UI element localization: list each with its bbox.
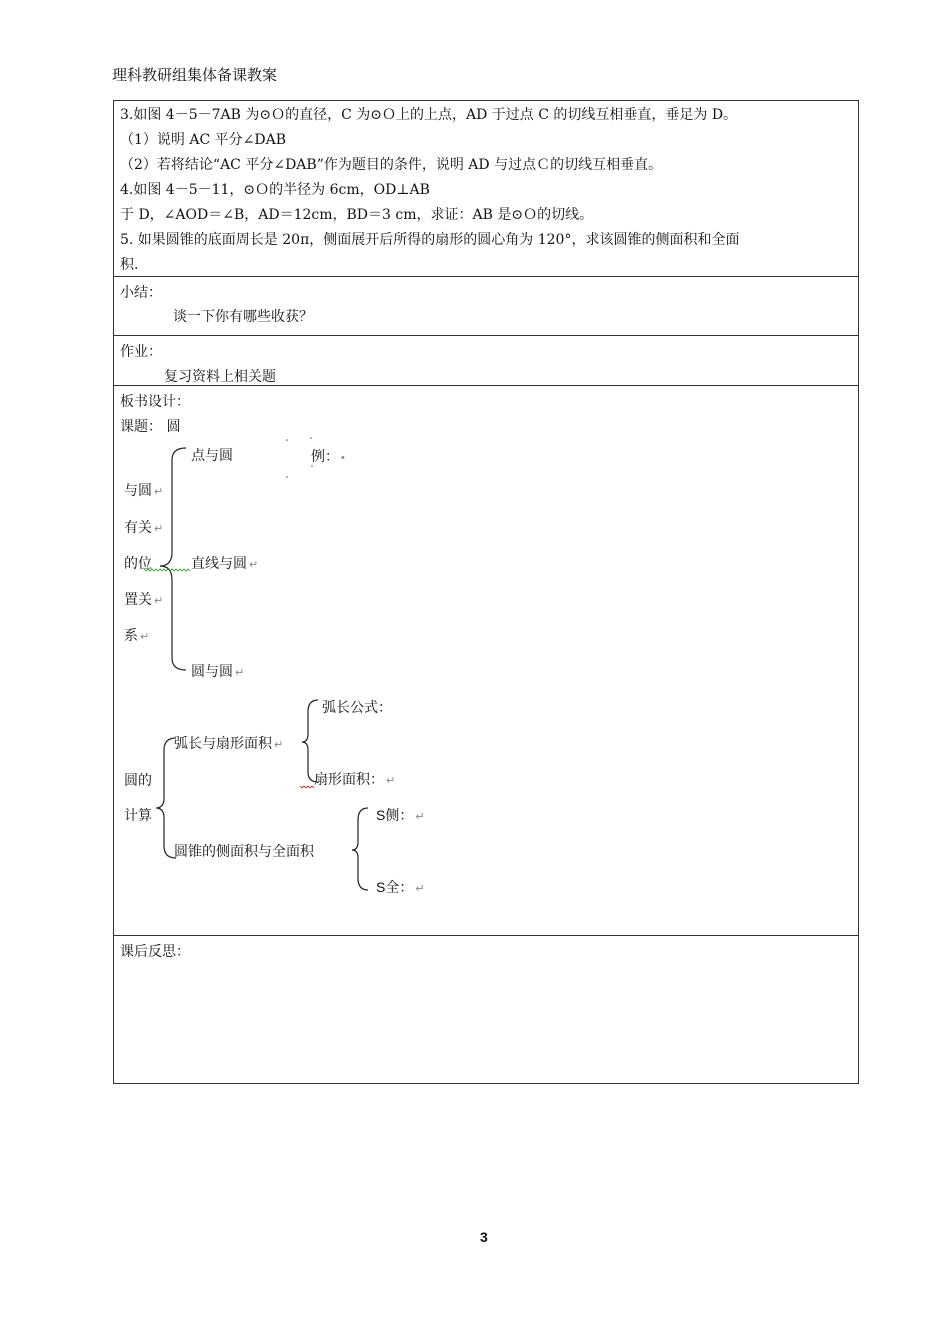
brace-cone [352,808,368,890]
group2-heading-line: 计算 [124,807,152,823]
summary-label: 小结： [120,285,162,301]
item-example: 例： • [311,448,345,464]
stray-mark [311,465,313,467]
group1-heading-line: 与圆 ↵ [124,482,164,498]
exercise-3-part-2: （2）若将结论“AC 平分∠DAB”作为题目的条件，说明 AD 与过点Ｃ的切线互相垂直。 [120,157,663,173]
brace-circle-calculation [156,738,176,858]
item-circle-circle: 圆与圆 ↵ [191,663,245,679]
stray-mark [286,476,288,478]
exercise-4-line-1: 4.如图 4－5－11，⊙Ｏ的半径为 6cm，OD⊥AB [120,182,430,198]
item-arc-sector: 弧长与扇形面积 ↵ [174,735,284,751]
item-s-side: S侧： ↵ [376,807,425,823]
grammar-underline [144,569,190,571]
stray-mark [310,437,312,439]
item-point-circle: 点与圆 [191,447,233,463]
exercise-3: 3.如图 4－5－7AB 为⊙Ｏ的直径，C 为⊙Ｏ上的上点，AD 于过点 C 的切线互相垂直，垂足为 D。 [120,107,738,123]
group1-heading-line: 置关 ↵ [124,591,164,607]
item-s-total: S全： ↵ [376,879,425,895]
group2-heading-line: 圆的 [124,772,152,788]
item-sector-area: 扇形面积： ↵ [314,771,396,787]
summary-text: 谈一下你有哪些收获？ [173,309,313,325]
stray-mark [286,439,288,441]
exercise-3-part-1: （1）说明 AC 平分∠DAB [120,132,286,148]
reflection-label: 课后反思： [120,944,190,960]
group1-heading-line: 有关 ↵ [124,519,164,535]
exercise-4-line-2: 于 D，∠AOD＝∠B，AD＝12cm，BD＝3 cm，求证：AB 是⊙Ｏ的切线。 [120,207,594,223]
brace-position-relations [160,448,186,670]
exercise-5-line-1: 5. 如果圆锥的底面周长是 20π，侧面展开后所得的扇形的圆心角为 120°，求该圆锥的侧面积和全面 [120,232,740,248]
brace-arc-sector [302,700,318,782]
item-arc-formula: 弧长公式： [322,699,392,715]
homework-text: 复习资料上相关题 [164,369,276,385]
page-header-title: 理科教研组集体备课教案 [112,66,278,84]
homework-label: 作业： [120,344,162,360]
page-number: 3 [480,1229,488,1245]
board-topic: 课题： 圆 [120,419,181,435]
item-cone-area: 圆锥的侧面积与全面积 [174,843,314,859]
exercise-5-line-2: 积. [120,257,139,273]
item-line-circle: 直线与圆 ↵ [191,555,259,571]
spelling-underline [300,786,314,788]
group1-heading-line: 的位 [124,555,152,571]
group1-heading-line: 系 ↵ [124,627,150,643]
board-design-label: 板书设计： [120,394,190,410]
